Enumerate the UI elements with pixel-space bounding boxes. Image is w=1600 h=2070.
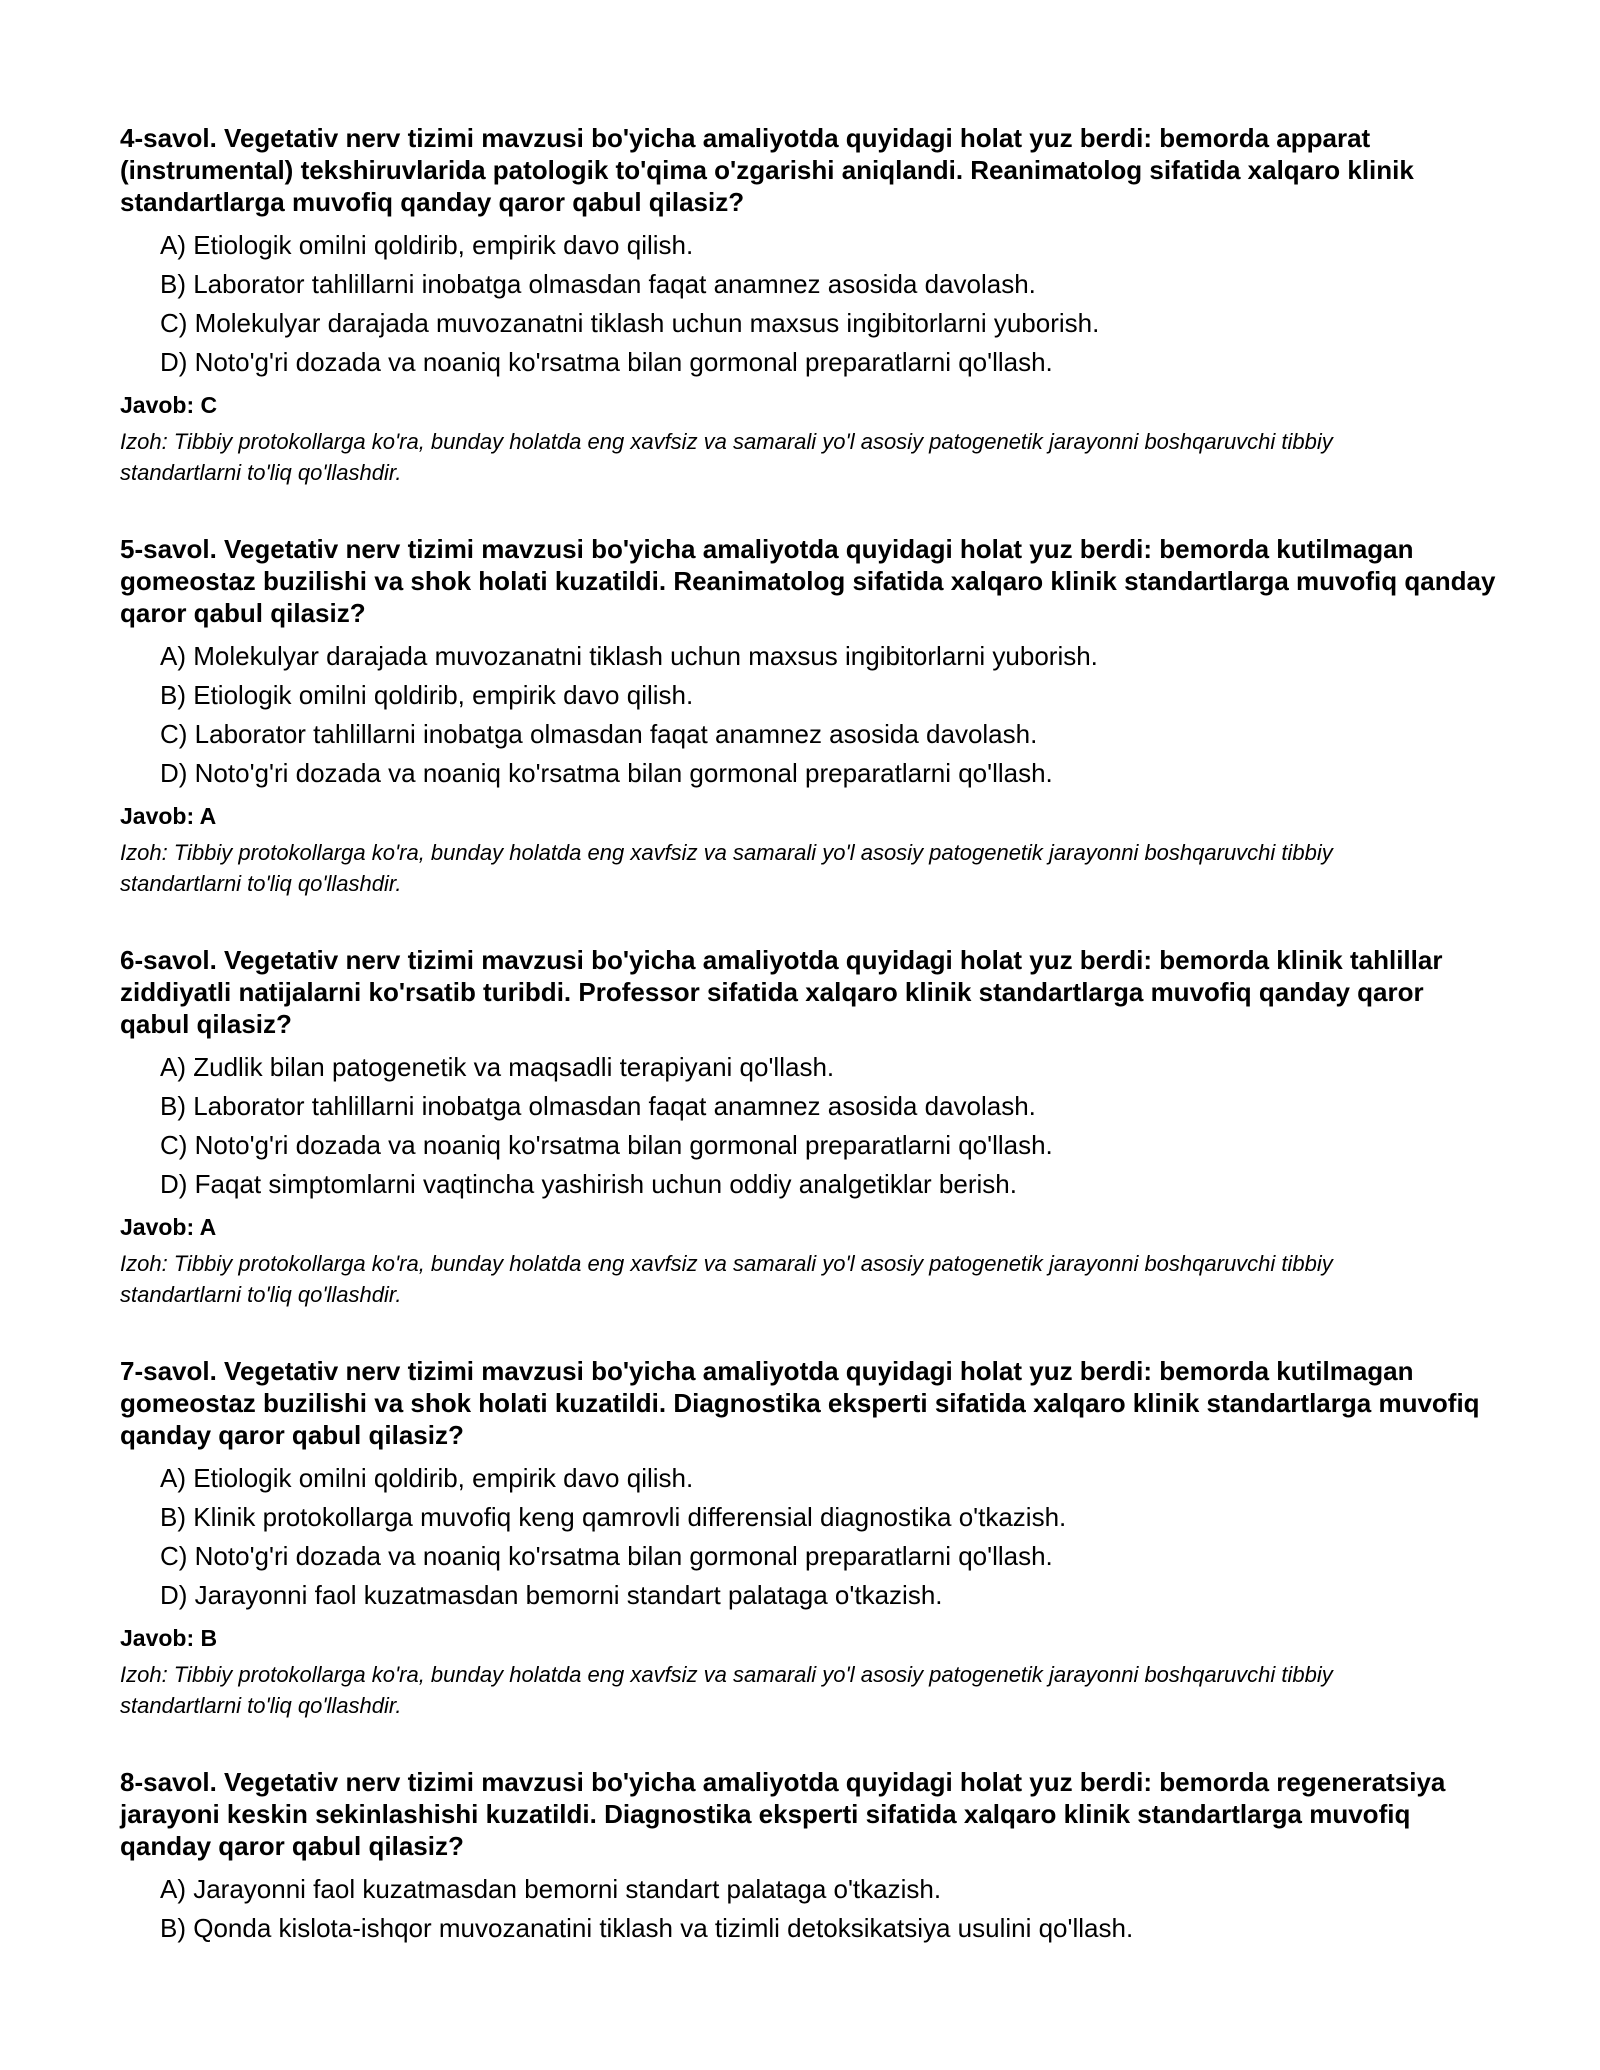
options-list xyxy=(120,1459,1500,1615)
option-c: C) Noto'g'ri dozada va noaniq ko'rsatma bilan gormonal preparatlarni qo'llash. xyxy=(160,1130,1053,1160)
explanation-note: Izoh: Tibbiy protokollarga ko'ra, bunday holatda eng xavfsiz va samarali yo'l asosiy patogenetik jarayonni boshqaruvchi tibbiy standartlarni to'liq qo'llashdir. xyxy=(120,1662,1333,1718)
question-title: 8-savol. Vegetativ nerv tizimi mavzusi bo'yicha amaliyotda quyidagi holat yuz berdi: bemorda regeneratsiya jarayoni keskin sekinlashishi kuzatildi. Diagnostika eksperti sifatida xalqaro klinik standartlarga muvofiq qanday qaror qabul qilasiz? xyxy=(120,1767,1446,1861)
explanation-note: Izoh: Tibbiy protokollarga ko'ra, bunday holatda eng xavfsiz va samarali yo'l asosiy patogenetik jarayonni boshqaruvchi tibbiy standartlarni to'liq qo'llashdir. xyxy=(120,840,1333,896)
question-block xyxy=(120,1355,1500,1721)
answer-label: Javob: A xyxy=(120,1214,217,1240)
explanation-note: Izoh: Tibbiy protokollarga ko'ra, bunday holatda eng xavfsiz va samarali yo'l asosiy patogenetik jarayonni boshqaruvchi tibbiy standartlarni to'liq qo'llashdir. xyxy=(120,1251,1333,1307)
option-b: B) Laborator tahlillarni inobatga olmasdan faqat anamnez asosida davolash. xyxy=(160,269,1036,299)
options-list xyxy=(120,637,1500,793)
option-c: C) Molekulyar darajada muvozanatni tiklash uchun maxsus ingibitorlarni yuborish. xyxy=(160,308,1100,338)
question-title: 5-savol. Vegetativ nerv tizimi mavzusi bo'yicha amaliyotda quyidagi holat yuz berdi: bemorda kutilmagan gomeostaz buzilishi va shok holati kuzatildi. Reanimatolog sifatida xalqaro klinik standartlarga muvofiq qanday qaror qabul qilasiz? xyxy=(120,534,1496,628)
answer-label: Javob: A xyxy=(120,803,217,829)
answer-label: Javob: C xyxy=(120,392,218,418)
question-block xyxy=(120,533,1500,899)
option-a: A) Etiologik omilni qoldirib, empirik davo qilish. xyxy=(160,230,694,260)
question-title: 7-savol. Vegetativ nerv tizimi mavzusi bo'yicha amaliyotda quyidagi holat yuz berdi: bemorda kutilmagan gomeostaz buzilishi va shok holati kuzatildi. Diagnostika eksperti sifatida xalqaro klinik standartlarga muvofiq qanday qaror qabul qilasiz? xyxy=(120,1356,1480,1450)
question-title: 4-savol. Vegetativ nerv tizimi mavzusi bo'yicha amaliyotda quyidagi holat yuz berdi: bemorda apparat (instrumental) tekshiruvlarida patologik to'qima o'zgarishi aniqlandi. Reanimatolog sifatida xalqaro klinik standartlarga muvofiq qanday qaror qabul qilasiz? xyxy=(120,123,1414,217)
document-page xyxy=(120,122,1500,1993)
question-title: 6-savol. Vegetativ nerv tizimi mavzusi bo'yicha amaliyotda quyidagi holat yuz berdi: bemorda klinik tahlillar ziddiyatli natijalarni ko'rsatib turibdi. Professor sifatida xalqaro klinik standartlarga muvofiq qanday qaror qabul qilasiz? xyxy=(120,945,1443,1039)
option-a: A) Molekulyar darajada muvozanatni tiklash uchun maxsus ingibitorlarni yuborish. xyxy=(160,641,1098,671)
option-d: D) Jarayonni faol kuzatmasdan bemorni standart palataga o'tkazish. xyxy=(160,1580,943,1610)
option-a: A) Zudlik bilan patogenetik va maqsadli terapiyani qo'llash. xyxy=(160,1052,835,1082)
answer-label: Javob: B xyxy=(120,1625,218,1651)
option-c: C) Laborator tahlillarni inobatga olmasdan faqat anamnez asosida davolash. xyxy=(160,719,1038,749)
question-block xyxy=(120,944,1500,1310)
option-b: B) Qonda kislota-ishqor muvozanatini tiklash va tizimli detoksikatsiya usulini qo'llash. xyxy=(160,1913,1134,1943)
option-b: B) Laborator tahlillarni inobatga olmasdan faqat anamnez asosida davolash. xyxy=(160,1091,1036,1121)
option-b: B) Klinik protokollarga muvofiq keng qamrovli differensial diagnostika o'tkazish. xyxy=(160,1502,1067,1532)
option-b: B) Etiologik omilni qoldirib, empirik davo qilish. xyxy=(160,680,694,710)
options-list xyxy=(120,1048,1500,1204)
options-list xyxy=(120,1870,1500,1948)
option-d: D) Noto'g'ri dozada va noaniq ko'rsatma bilan gormonal preparatlarni qo'llash. xyxy=(160,347,1053,377)
option-c: C) Noto'g'ri dozada va noaniq ko'rsatma bilan gormonal preparatlarni qo'llash. xyxy=(160,1541,1053,1571)
question-block xyxy=(120,122,1500,488)
question-block xyxy=(120,1766,1500,1948)
option-d: D) Noto'g'ri dozada va noaniq ko'rsatma bilan gormonal preparatlarni qo'llash. xyxy=(160,758,1053,788)
explanation-note: Izoh: Tibbiy protokollarga ko'ra, bunday holatda eng xavfsiz va samarali yo'l asosiy patogenetik jarayonni boshqaruvchi tibbiy standartlarni to'liq qo'llashdir. xyxy=(120,429,1333,485)
option-d: D) Faqat simptomlarni vaqtincha yashirish uchun oddiy analgetiklar berish. xyxy=(160,1169,1017,1199)
options-list xyxy=(120,226,1500,382)
option-a: A) Jarayonni faol kuzatmasdan bemorni standart palataga o'tkazish. xyxy=(160,1874,942,1904)
option-a: A) Etiologik omilni qoldirib, empirik davo qilish. xyxy=(160,1463,694,1493)
